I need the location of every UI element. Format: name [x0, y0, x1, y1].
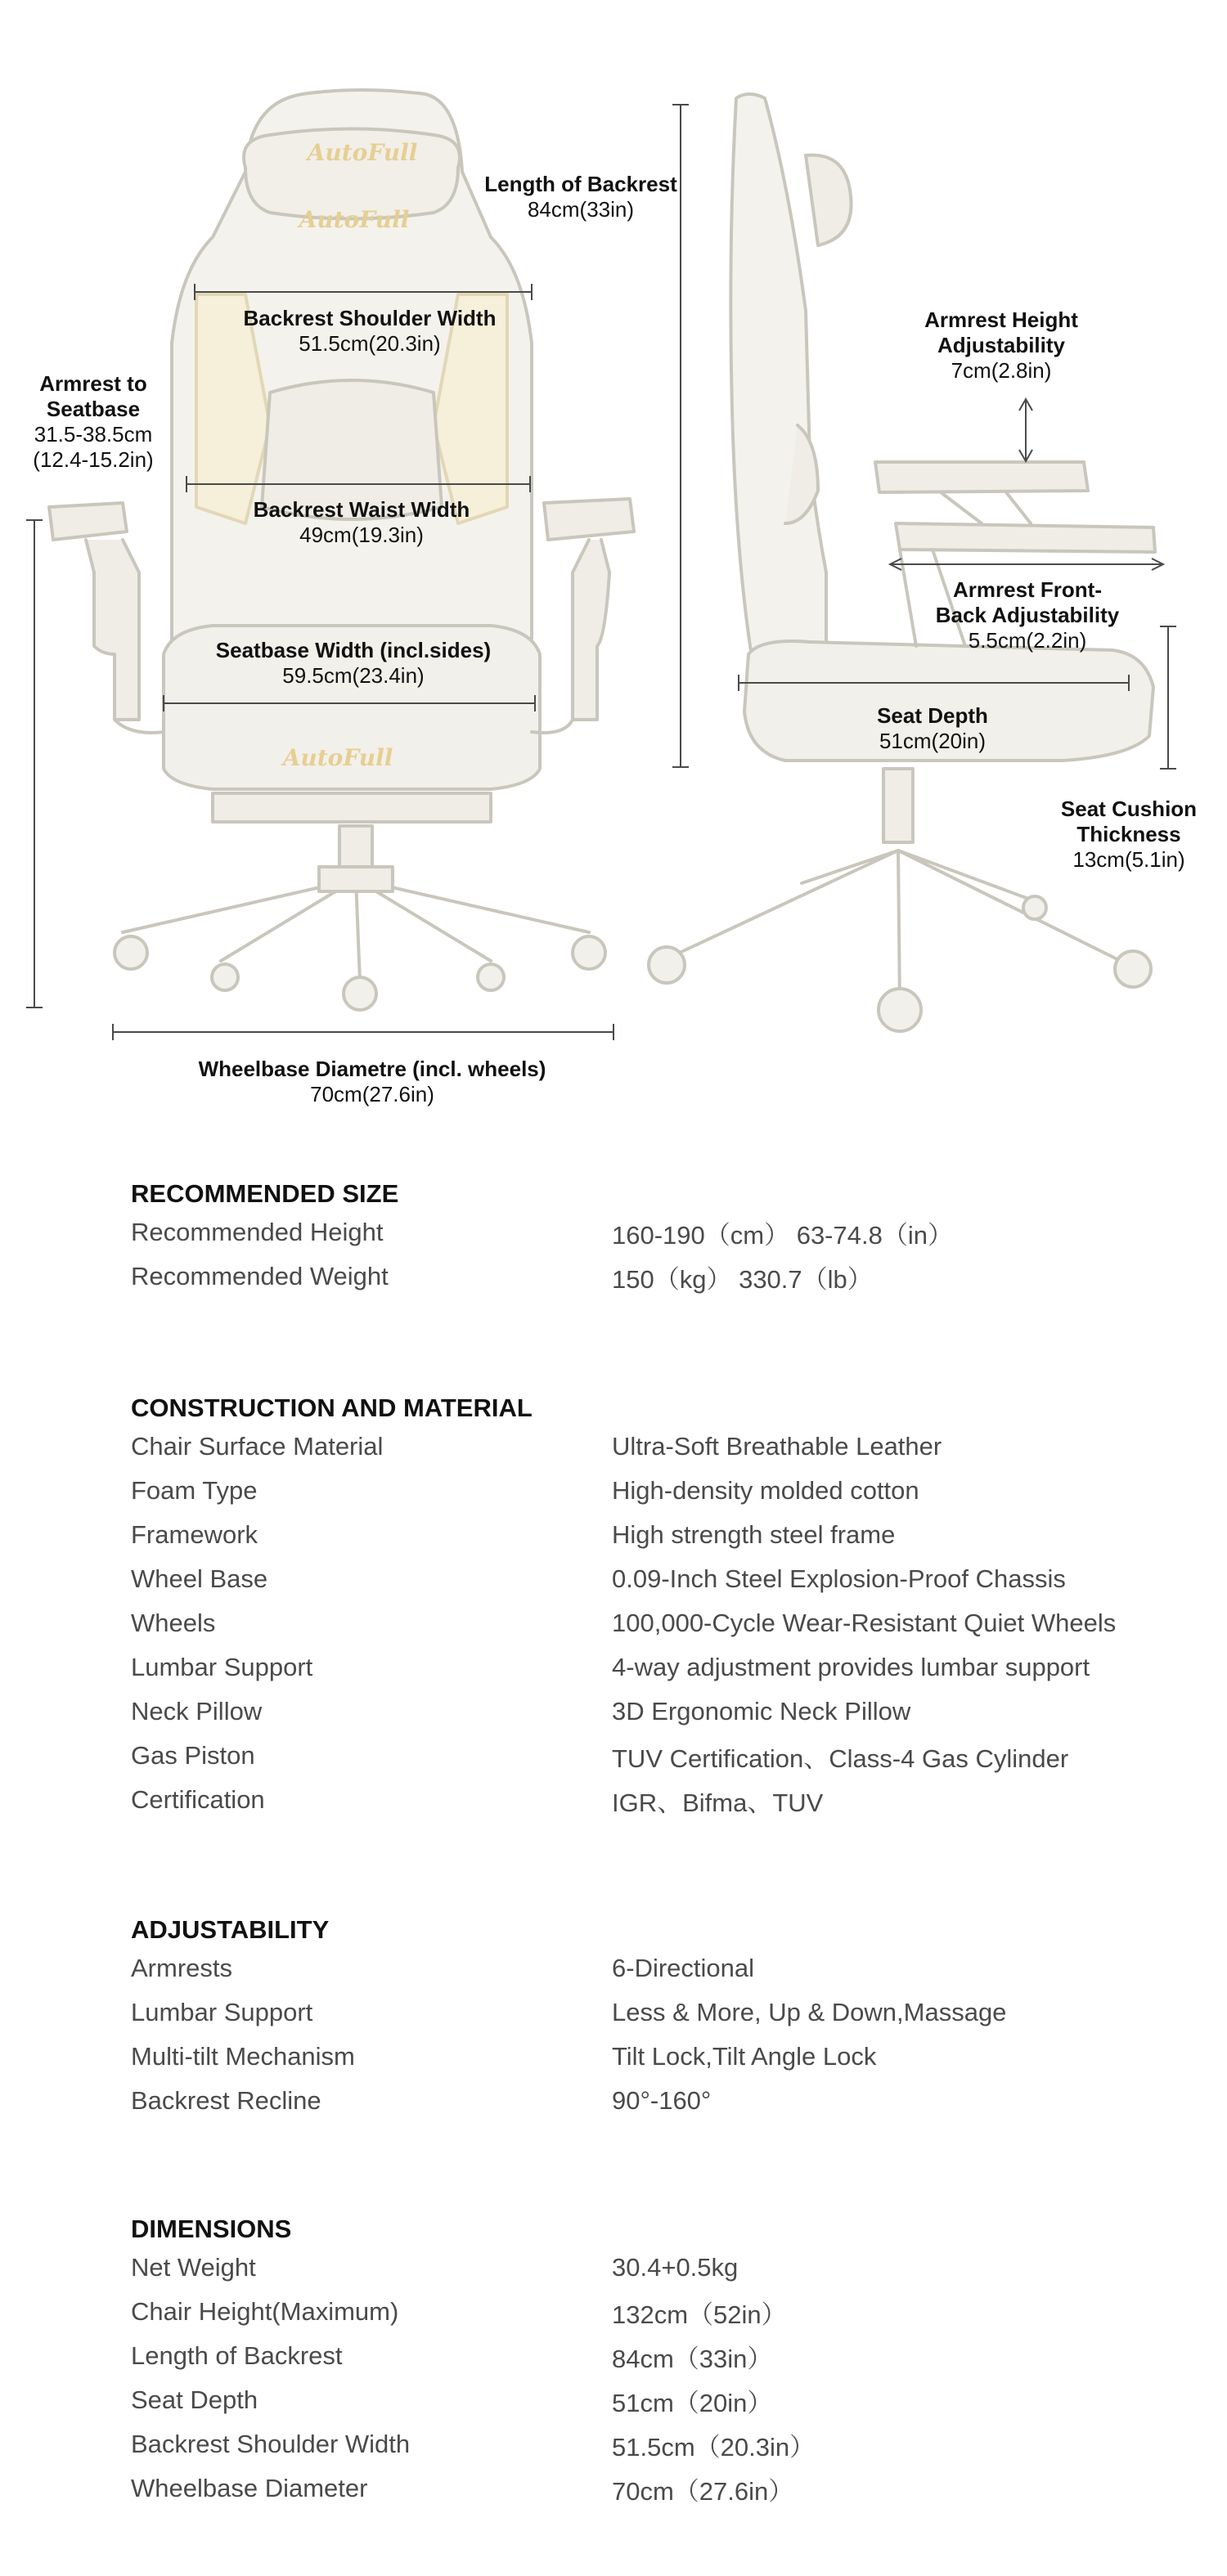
label-title-line1: Armrest Height: [924, 307, 1078, 332]
label-title: Backrest Shoulder Width: [243, 306, 497, 330]
spec-row: [131, 1557, 1162, 1601]
brand-logo-backrest: AutoFull: [299, 206, 410, 233]
spec-value: 51cm（20in）: [612, 2388, 773, 2417]
spec-row: [131, 1778, 1162, 1822]
spec-value: 84cm（33in）: [612, 2344, 773, 2373]
label-wheelbase-diameter: [168, 1057, 577, 1107]
spec-label: Gas Piston: [131, 1741, 255, 1770]
spec-row: [131, 1513, 1162, 1557]
label-value: 5.5cm(2.2in): [968, 628, 1087, 653]
spec-row: [131, 2246, 1162, 2290]
spec-row: [131, 1690, 1162, 1734]
section-construction-material: [131, 1392, 1162, 1822]
spec-row: [131, 2422, 1162, 2466]
label-title-line2: Back Adjustability: [935, 603, 1120, 627]
label-seat-depth: [843, 703, 1022, 754]
spec-row: [131, 1990, 1162, 2035]
spec-value: 90°-160°: [612, 2086, 712, 2115]
label-title: Backrest Waist Width: [253, 497, 470, 522]
spec-label: Armrests: [131, 1954, 232, 1982]
label-value: 51.5cm(20.3in): [299, 331, 441, 356]
spec-row: [131, 1645, 1162, 1690]
label-title-line2: Thickness: [1076, 822, 1181, 846]
spec-label: Certification: [131, 1785, 265, 1814]
section-title: CONSTRUCTION AND MATERIAL: [131, 1393, 533, 1422]
front-armrest-right: [544, 499, 634, 540]
spec-label: Wheelbase Diameter: [131, 2474, 368, 2502]
label-value: 49cm(19.3in): [299, 523, 424, 547]
label-title-line1: Seat Cushion: [1060, 797, 1198, 821]
side-armrest-upper: [875, 462, 1088, 492]
spec-label: Framework: [131, 1520, 258, 1549]
spec-label: Chair Surface Material: [131, 1432, 384, 1461]
spec-row: [131, 1254, 1162, 1299]
spec-value: High strength steel frame: [612, 1520, 896, 1549]
label-title: Wheelbase Diametre (incl. wheels): [198, 1057, 546, 1081]
spec-label: Neck Pillow: [131, 1697, 263, 1726]
spec-label: Backrest Recline: [131, 2086, 321, 2115]
spec-value: 100,000-Cycle Wear-Resistant Quiet Wheels: [612, 1609, 1117, 1637]
label-armrest-front-back: [908, 577, 1147, 653]
section-title: ADJUSTABILITY: [131, 1915, 330, 1944]
label-length-of-backrest: [473, 172, 689, 222]
spec-value: 132cm（52in）: [612, 2300, 787, 2329]
spec-label: Backrest Shoulder Width: [131, 2430, 411, 2458]
spec-row: [131, 2378, 1162, 2422]
label-seatbase-width: [190, 638, 517, 689]
front-armrest-left: [49, 503, 127, 540]
spec-value: Less & More, Up & Down,Massage: [612, 1998, 1007, 2026]
spec-label: Length of Backrest: [131, 2341, 343, 2370]
spec-row: [131, 2466, 1162, 2511]
spec-value: 0.09-Inch Steel Explosion-Proof Chassis: [612, 1564, 1066, 1593]
label-value: 70cm(27.6in): [310, 1082, 434, 1106]
spec-label: Lumbar Support: [131, 1998, 313, 2026]
label-title-line1: Armrest Front-: [952, 577, 1102, 602]
spec-row: [131, 2079, 1162, 2123]
label-seat-cushion-thickness: [1047, 797, 1211, 873]
spec-row: [131, 1469, 1162, 1513]
spec-label: Wheels: [131, 1609, 216, 1637]
side-base: [671, 850, 1129, 1006]
label-value: 84cm(33in): [527, 197, 635, 222]
section-recommended-size: [131, 1178, 1162, 1299]
front-base: [123, 879, 589, 981]
spec-label: Chair Height(Maximum): [131, 2297, 399, 2326]
label-title: Seatbase Width (incl.sides): [215, 638, 492, 662]
brand-logo-seat: AutoFull: [282, 744, 393, 771]
spec-value: 150（kg） 330.7（lb）: [612, 1264, 873, 1294]
spec-label: Foam Type: [131, 1476, 258, 1505]
spec-value: 160-190（cm） 63-74.8（in）: [612, 1220, 953, 1250]
label-value: 59.5cm(23.4in): [282, 663, 425, 688]
label-armrest-height-adjust: [895, 307, 1108, 384]
label-value-line1: 31.5-38.5cm: [34, 422, 153, 447]
spec-value: 6-Directional: [612, 1954, 755, 1982]
chair-dimension-diagram: [0, 0, 1227, 1129]
side-headrest: [806, 155, 852, 245]
brand-logo-headrest: AutoFull: [307, 139, 418, 166]
label-title-line2: Seatbase: [46, 397, 141, 421]
label-title-line1: Armrest to: [39, 371, 147, 396]
spec-label: Multi-tilt Mechanism: [131, 2042, 355, 2071]
spec-value: TUV Certification、Class-4 Gas Cylinder: [612, 1744, 1069, 1773]
label-armrest-to-seatbase: [0, 371, 187, 473]
spec-value: IGR、Bifma、TUV: [612, 1788, 824, 1817]
label-backrest-waist-width: [214, 497, 509, 548]
label-backrest-shoulder-width: [231, 306, 509, 357]
section-title: DIMENSIONS: [131, 2215, 292, 2243]
section-dimensions: [131, 2213, 1162, 2511]
label-title-line2: Adjustability: [937, 333, 1065, 357]
spec-row: [131, 1425, 1162, 1469]
spec-row: [131, 2035, 1162, 2079]
spec-row: [131, 2290, 1162, 2334]
chair-illustration: [0, 0, 1227, 1129]
spec-label: Wheel Base: [131, 1564, 268, 1593]
spec-label: Seat Depth: [131, 2385, 258, 2414]
spec-value: High-density molded cotton: [612, 1476, 919, 1505]
spec-row: [131, 1946, 1162, 1990]
label-title: Length of Backrest: [484, 172, 677, 196]
label-title: Seat Depth: [877, 703, 988, 728]
spec-row: [131, 1601, 1162, 1645]
spec-label: Lumbar Support: [131, 1653, 313, 1681]
spec-value: 4-way adjustment provides lumbar support: [612, 1653, 1090, 1681]
section-adjustability: [131, 1914, 1162, 2123]
spec-value: Tilt Lock,Tilt Angle Lock: [612, 2042, 877, 2071]
spec-row: [131, 2334, 1162, 2378]
label-value: 13cm(5.1in): [1072, 847, 1185, 872]
spec-label: Net Weight: [131, 2253, 256, 2282]
spec-value: Ultra-Soft Breathable Leather: [612, 1432, 942, 1461]
label-value-line2: (12.4-15.2in): [33, 447, 154, 472]
spec-value: 51.5cm（20.3in）: [612, 2432, 816, 2462]
label-value: 7cm(2.8in): [951, 358, 1052, 383]
section-title: RECOMMENDED SIZE: [131, 1179, 399, 1208]
spec-value: 30.4+0.5kg: [612, 2253, 739, 2282]
spec-label: Recommended Height: [131, 1218, 384, 1246]
spec-row: [131, 1734, 1162, 1778]
spec-value: 70cm（27.6in）: [612, 2476, 794, 2506]
spec-value: 3D Ergonomic Neck Pillow: [612, 1697, 911, 1726]
label-value: 51cm(20in): [879, 729, 987, 753]
spec-label: Recommended Weight: [131, 1262, 389, 1290]
spec-row: [131, 1210, 1162, 1254]
